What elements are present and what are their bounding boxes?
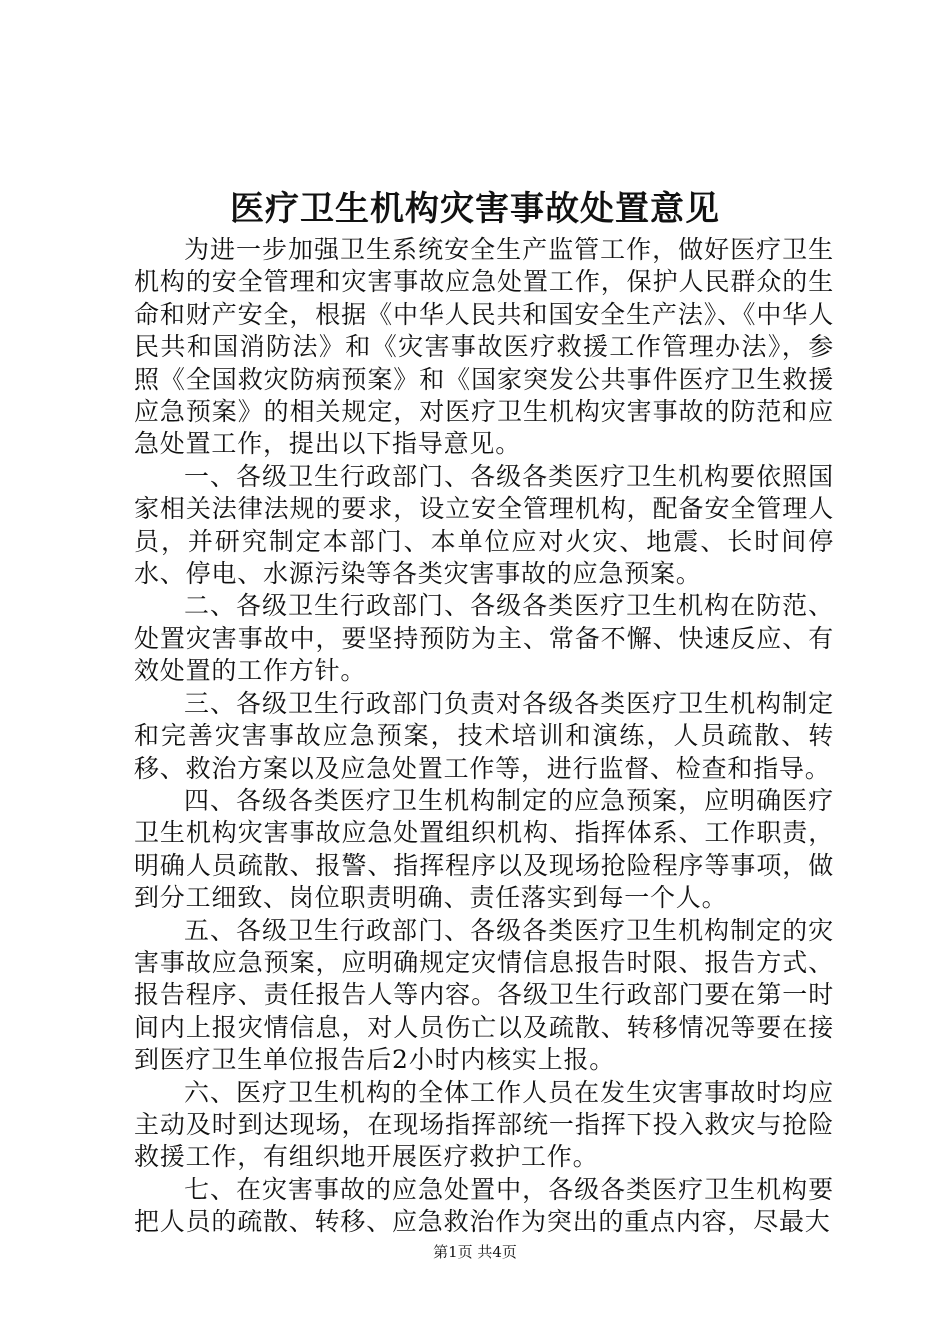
document-title: 医疗卫生机构灾害事故处置意见 [230,189,720,229]
paragraph-item-3: 三、各级卫生行政部门负责对各级各类医疗卫生机构制定和完善灾害事故应急预案，技术培训和演练，人员疏散、转移、救治方案以及应急处置工作等，进行监督、检查和指导。 [134,688,834,783]
paragraph-intro: 为进一步加强卫生系统安全生产监管工作，做好医疗卫生机构的安全管理和灾害事故应急处置工作，保护人民群众的生命和财产安全，根据《中华人民共和国安全生产法》、《中华人民共和国消防法》和《灾害事故医疗救援工作管理办法》，参照《全国救灾防病预案》和《国家突发公共事件医疗卫生救援应急预案》的相关规定，对医疗卫生机构灾害事故的防范和应急处置工作，提出以下指导意见。 [134,235,834,459]
paragraph-item-4: 四、各级各类医疗卫生机构制定的应急预案，应明确医疗卫生机构灾害事故应急处置组织机构、指挥体系、工作职责，明确人员疏散、报警、指挥程序以及现场抢险程序等事项，做到分工细致、岗位职责明确、责任落实到每一个人。 [134,785,834,913]
paragraph-item-2: 二、各级卫生行政部门、各级各类医疗卫生机构在防范、处置灾害事故中，要坚持预防为主、常备不懈、快速反应、有效处置的工作方针。 [134,591,834,686]
page-number: 第1页 共4页 [433,1243,517,1261]
paragraph-item-5: 五、各级卫生行政部门、各级各类医疗卫生机构制定的灾害事故应急预案，应明确规定灾情信息报告时限、报告方式、报告程序、责任报告人等内容。各级卫生行政部门要在第一时间内上报灾情信息，对人员伤亡以及疏散、转移情况等要在接到医疗卫生单位报告后2小时内核实上报。 [134,915,834,1075]
paragraph-item-1: 一、各级卫生行政部门、各级各类医疗卫生机构要依照国家相关法律法规的要求，设立安全管理机构，配备安全管理人员，并研究制定本部门、本单位应对火灾、地震、长时间停水、停电、水源污染等各类灾害事故的应急预案。 [134,461,834,589]
document-body [134,234,834,1239]
paragraph-item-7: 七、在灾害事故的应急处置中，各级各类医疗卫生机构要把人员的疏散、转移、应急救治作为突出的重点内容，尽最大 [134,1174,834,1237]
paragraph-item-6: 六、医疗卫生机构的全体工作人员在发生灾害事故时均应主动及时到达现场，在现场指挥部统一指挥下投入救灾与抢险救援工作，有组织地开展医疗救护工作。 [134,1077,834,1172]
